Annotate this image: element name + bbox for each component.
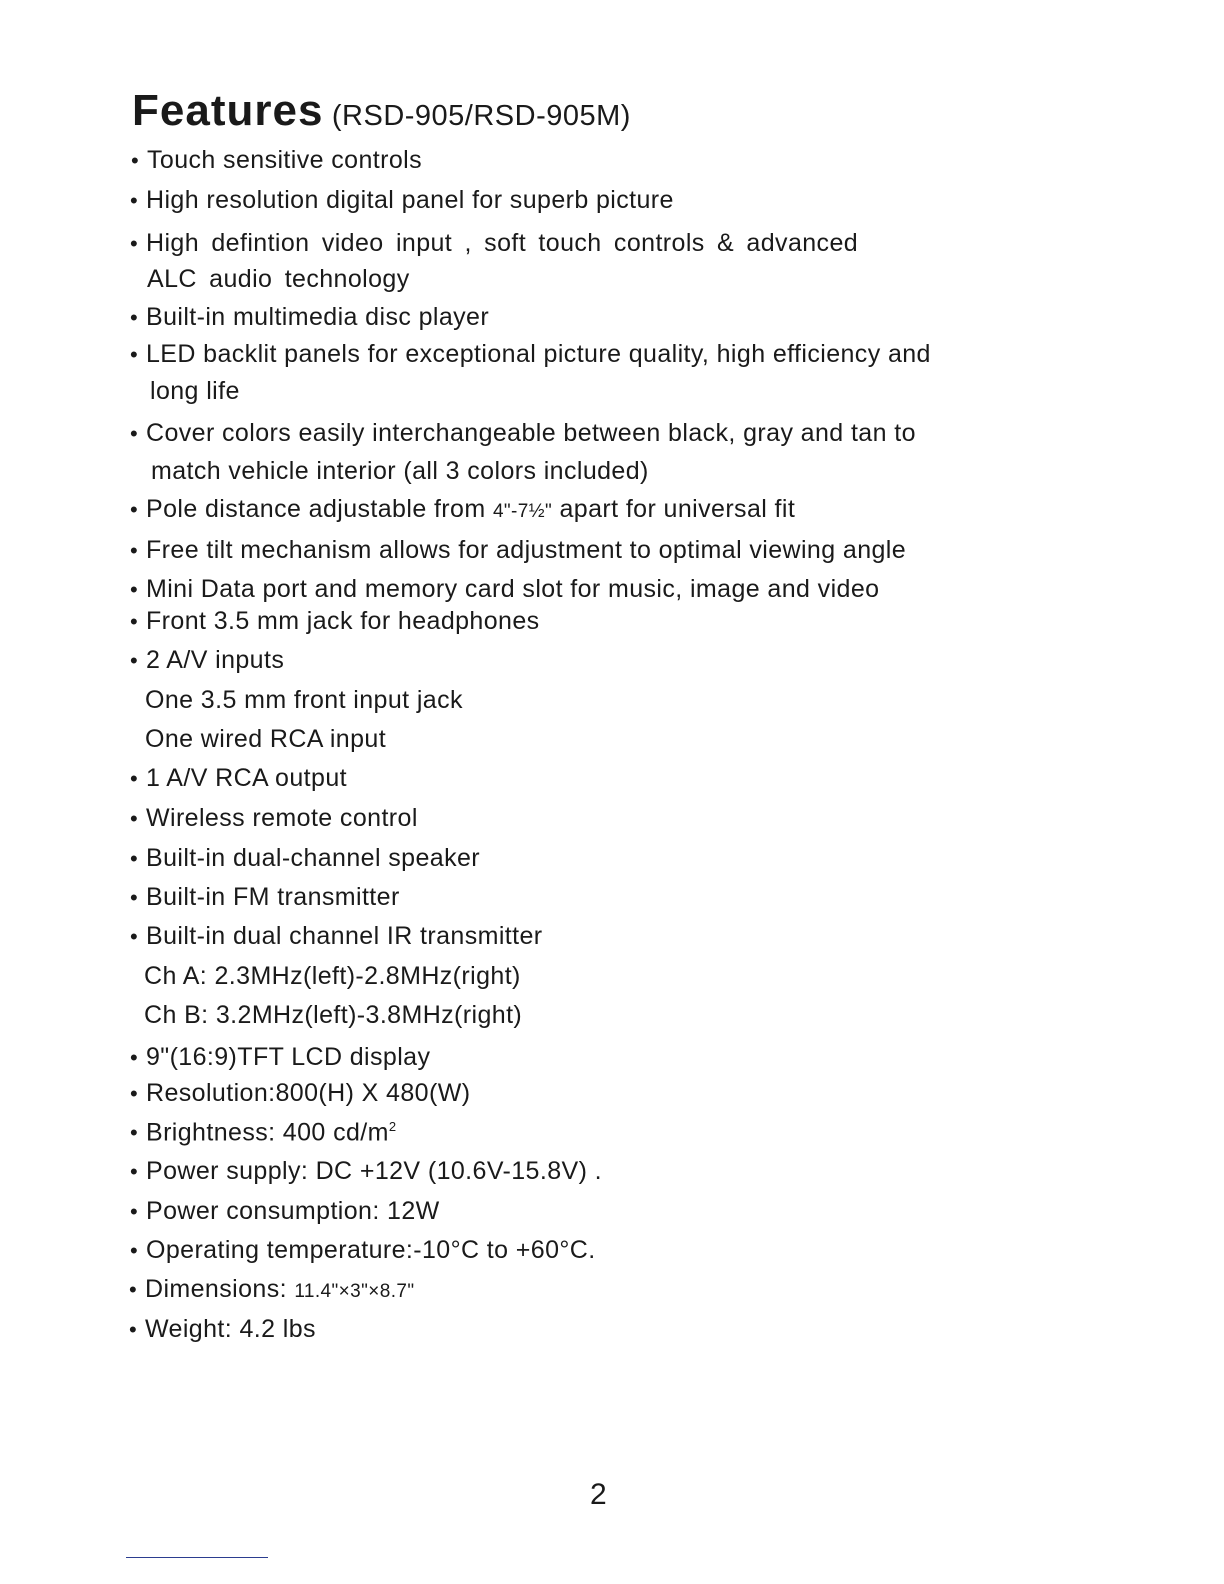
feature-item <box>130 806 418 831</box>
feature-item <box>130 648 284 673</box>
feature-text: 1 A/V RCA output <box>146 764 347 792</box>
feature-text: Front 3.5 mm jack for headphones <box>146 607 540 635</box>
feature-continuation: ALC audio technology <box>147 265 410 293</box>
bullet-icon: • <box>130 885 139 910</box>
feature-text: Wireless remote control <box>146 804 418 832</box>
feature-continuation: match vehicle interior (all 3 colors included) <box>151 457 649 485</box>
bullet-icon: • <box>130 1238 139 1263</box>
feature-text: 2 A/V inputs <box>146 646 285 674</box>
feature-text: Touch sensitive controls <box>147 146 423 174</box>
feature-text: Built-in dual-channel speaker <box>146 844 481 872</box>
pole-distance-value: 4"-7½" <box>492 501 553 522</box>
bullet-icon: • <box>130 305 139 330</box>
feature-text: High defintion video input , soft touch controls & advanced <box>146 229 859 257</box>
bullet-icon: • <box>131 148 140 173</box>
bullet-icon: • <box>130 924 139 949</box>
bullet-icon: • <box>130 577 139 602</box>
feature-text: Built-in FM transmitter <box>146 883 400 911</box>
feature-text: Operating temperature:-10°C to +60°C. <box>146 1236 596 1264</box>
feature-item <box>130 1045 430 1070</box>
feature-item <box>130 846 480 871</box>
title-features: Features <box>132 86 324 135</box>
feature-text: Power supply: DC +12V (10.6V-15.8V) . <box>146 1157 602 1185</box>
feature-item <box>130 1120 396 1145</box>
feature-text: Cover colors easily interchangeable between black, gray and tan to <box>146 419 916 447</box>
feature-continuation: long life <box>150 377 240 405</box>
feature-subitem: One wired RCA input <box>145 725 387 753</box>
feature-item <box>129 1317 316 1342</box>
bullet-icon: • <box>129 1317 138 1342</box>
bullet-icon: • <box>130 648 139 673</box>
feature-text: High resolution digital panel for superb picture <box>146 186 674 214</box>
feature-text: Dimensions: <box>145 1275 287 1303</box>
feature-subitem: Ch A: 2.3MHz(left)-2.8MHz(right) <box>144 962 521 990</box>
bullet-icon: • <box>130 188 139 213</box>
feature-text: Pole distance adjustable from <box>146 495 486 523</box>
feature-text: apart for universal fit <box>559 495 796 523</box>
feature-item <box>131 148 422 173</box>
feature-text: Weight: 4.2 lbs <box>145 1315 316 1343</box>
bullet-icon: • <box>130 421 139 446</box>
feature-item <box>130 421 916 446</box>
feature-text: Resolution:800(H) X 480(W) <box>146 1079 471 1107</box>
feature-item <box>130 188 674 213</box>
title-model-number: (RSD-905/RSD-905M) <box>331 100 631 132</box>
feature-text: LED backlit panels for exceptional picture quality, high efficiency and <box>146 340 931 368</box>
feature-text: Built-in dual channel IR transmitter <box>146 922 543 950</box>
bullet-icon: • <box>130 1045 139 1070</box>
bullet-icon: • <box>129 1277 138 1302</box>
feature-text: Power consumption: 12W <box>146 1197 440 1225</box>
dimensions-value: 11.4"×3"×8.7" <box>294 1281 415 1302</box>
footer-divider <box>126 1557 268 1558</box>
bullet-icon: • <box>130 231 139 256</box>
feature-item <box>130 1238 596 1263</box>
feature-item <box>130 885 400 910</box>
bullet-icon: • <box>130 1159 139 1184</box>
feature-item <box>130 924 543 949</box>
feature-item <box>130 609 540 634</box>
bullet-icon: • <box>130 806 139 831</box>
feature-item <box>130 577 879 602</box>
feature-text: Free tilt mechanism allows for adjustment to optimal viewing angle <box>146 536 907 564</box>
feature-item <box>130 342 931 367</box>
feature-item <box>129 1277 415 1302</box>
feature-item <box>130 1159 602 1184</box>
feature-item <box>130 538 906 563</box>
feature-item <box>130 1081 470 1106</box>
superscript-squared: 2 <box>388 1119 397 1134</box>
feature-item <box>130 497 795 522</box>
feature-text: Built-in multimedia disc player <box>146 303 490 331</box>
feature-text: 9"(16:9)TFT LCD display <box>146 1043 431 1071</box>
bullet-icon: • <box>130 538 139 563</box>
feature-item <box>130 231 858 256</box>
bullet-icon: • <box>130 1120 139 1146</box>
bullet-icon: • <box>130 846 139 871</box>
feature-item <box>130 766 347 791</box>
feature-subitem: Ch B: 3.2MHz(left)-3.8MHz(right) <box>144 1001 523 1029</box>
bullet-icon: • <box>130 1081 139 1106</box>
feature-item <box>130 1199 440 1224</box>
page-number: 2 <box>590 1478 607 1511</box>
bullet-icon: • <box>130 1199 139 1224</box>
feature-subitem: One 3.5 mm front input jack <box>145 686 463 714</box>
bullet-icon: • <box>130 609 139 634</box>
bullet-icon: • <box>130 497 139 522</box>
feature-item <box>130 305 489 330</box>
feature-text: Mini Data port and memory card slot for music, image and video <box>146 575 880 603</box>
bullet-icon: • <box>130 342 139 367</box>
feature-text: Brightness: 400 cd/m <box>146 1118 389 1147</box>
page-title <box>132 86 631 136</box>
bullet-icon: • <box>130 766 139 791</box>
